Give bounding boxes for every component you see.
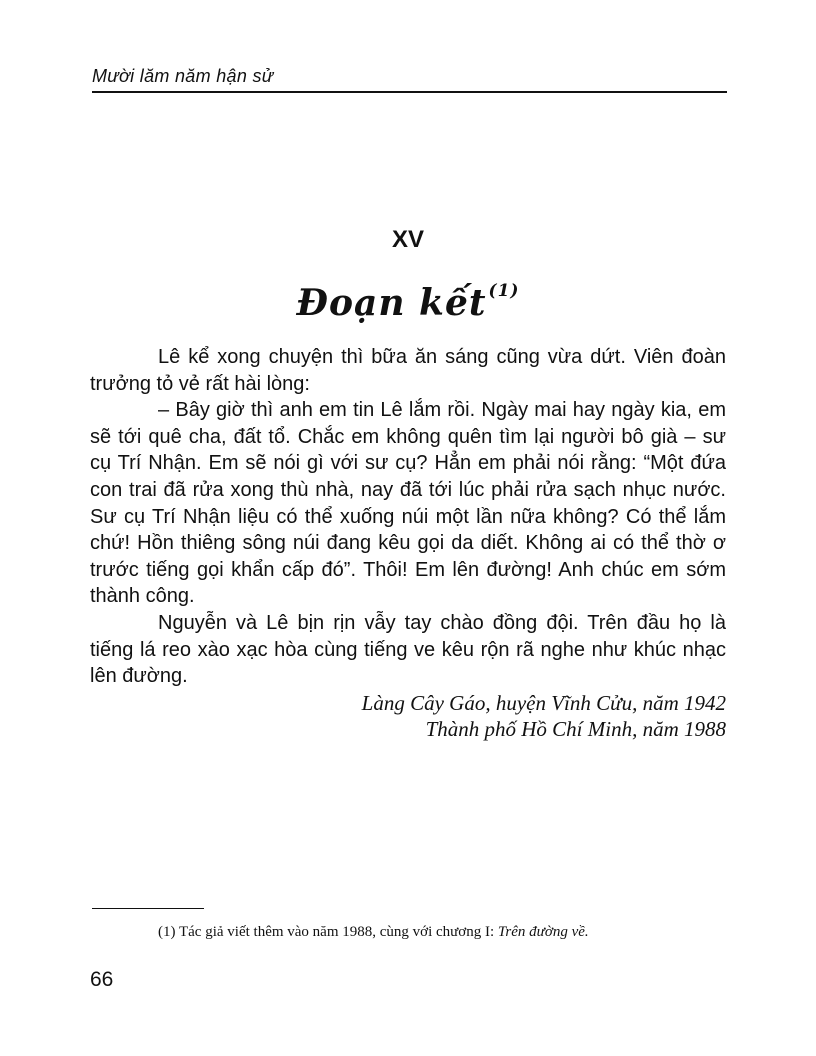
signature-line-2: Thành phố Hồ Chí Minh, năm 1988	[425, 717, 726, 742]
footnote-marker: (1)	[158, 924, 176, 940]
footnote	[92, 920, 728, 944]
paragraph: Nguyễn và Lê bịn rịn vẫy tay chào đồng đội. Trên đầu họ là tiếng lá reo xào xạc hòa cùng tiếng ve kêu rộn rã nghe như khúc nhạc lên đường.	[90, 611, 726, 688]
header-rule	[92, 91, 727, 93]
chapter-title-note-marker: (1)	[488, 281, 520, 301]
body-text	[90, 344, 726, 743]
chapter-title-text: Đoạn kết	[296, 282, 487, 324]
chapter-number: XV	[391, 226, 424, 253]
running-header: Mười lăm năm hận sử	[92, 66, 274, 86]
paragraph: – Bây giờ thì anh em tin Lê lắm rồi. Ngày mai hay ngày kia, em sẽ tới quê cha, đất tổ. Chắc em không quên tìm lại người bô già – sư cụ Trí Nhận. Em sẽ nói gì với sư cụ? Hẳn em phải nói rằng: “Một đứa con trai đã rửa xong thù nhà, nay đã tới lúc phải rửa sạch nhục nước. Sư cụ Trí Nhận liệu có thể xuống núi một lần nữa không? Có thể lắm chứ! Hồn thiêng sông núi đang kêu gọi da diết. Không ai có thể thờ ơ trước tiếng gọi khẩn cấp đó”. Thôi! Em lên đường! Anh chúc em sớm thành công.	[90, 399, 726, 608]
footnote-text: Tác giả viết thêm vào năm 1988, cùng với chương I:	[178, 924, 495, 940]
footnote-emphasis: Trên đường về.	[497, 924, 589, 940]
chapter-title	[0, 282, 816, 324]
page-number: 66	[90, 968, 114, 991]
signature-line-1: Làng Cây Gáo, huyện Vĩnh Cửu, năm 1942	[361, 690, 726, 715]
footnote-rule	[92, 908, 204, 909]
paragraph: Lê kể xong chuyện thì bữa ăn sáng cũng vừa dứt. Viên đoàn trưởng tỏ vẻ rất hài lòng:	[90, 346, 726, 395]
